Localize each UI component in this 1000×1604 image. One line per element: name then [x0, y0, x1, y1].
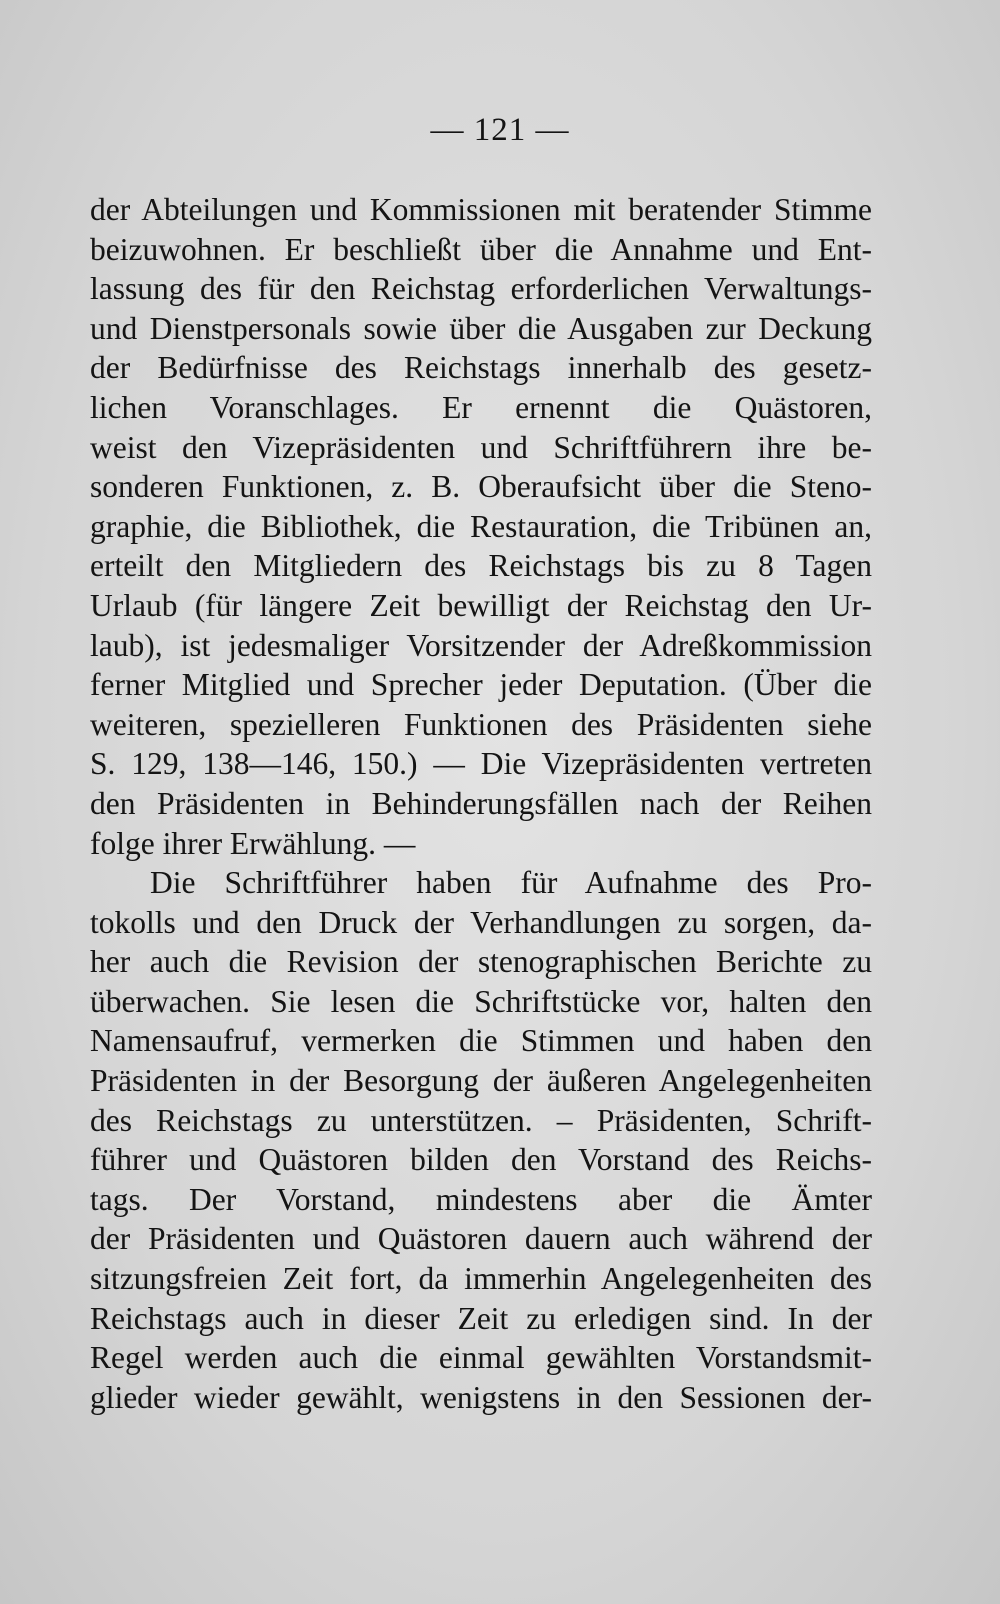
- page-number: — 121 —: [430, 112, 570, 148]
- text-line: führer und Quästoren bilden den Vorstand des Reichs-: [90, 1142, 872, 1178]
- text-line: Reichstags auch in dieser Zeit zu erledigen sind. In der: [90, 1300, 872, 1336]
- text-line: des Reichstags zu unterstützen. – Präsidenten, Schrift-: [90, 1102, 872, 1138]
- text-line: glieder wieder gewählt, wenigstens in den Sessionen der-: [90, 1379, 872, 1415]
- text-line: Namensaufruf, vermerken die Stimmen und haben den: [90, 1023, 872, 1059]
- text-line: folge ihrer Erwählung. —: [90, 825, 416, 861]
- text-line: weiteren, spezielleren Funktionen des Präsidenten siehe: [90, 706, 872, 742]
- text-line: erteilt den Mitgliedern des Reichstags bis zu 8 Tagen: [90, 548, 872, 584]
- text-line: der Abteilungen und Kommissionen mit beratender Stimme: [90, 192, 872, 227]
- paragraph-start-line: Die Schriftführer haben für Aufnahme des Pro-: [150, 865, 872, 901]
- text-line: beizuwohnen. Er beschließt über die Annahme und Ent-: [90, 231, 872, 267]
- text-line: Urlaub (für längere Zeit bewilligt der Reichstag den Ur-: [90, 587, 872, 623]
- text-line: her auch die Revision der stenographischen Berichte zu: [90, 944, 872, 980]
- text-line: und Dienstpersonals sowie über die Ausgaben zur Deckung: [90, 310, 872, 346]
- text-line: laub), ist jedesmaliger Vorsitzender der Adreßkommission: [90, 627, 872, 663]
- text-line: den Präsidenten in Behinderungsfällen nach der Reihen: [90, 785, 872, 821]
- text-line: ferner Mitglied und Sprecher jeder Deputation. (Über die: [90, 667, 872, 703]
- text-line: Präsidenten in der Besorgung der äußeren Angelegenheiten: [90, 1063, 872, 1099]
- text-line: sonderen Funktionen, z. B. Oberaufsicht über die Steno-: [90, 469, 872, 505]
- text-line: S. 129, 138—146, 150.) — Die Vizepräsidenten vertreten: [90, 746, 872, 782]
- text-line: der Präsidenten und Quästoren dauern auch während der: [90, 1221, 872, 1257]
- text-line: der Bedürfnisse des Reichstags innerhalb des gesetz-: [90, 350, 872, 386]
- text-line: lassung des für den Reichstag erforderlichen Verwaltungs-: [90, 271, 872, 307]
- body-text: [90, 190, 872, 1417]
- text-line: graphie, die Bibliothek, die Restauration, die Tribünen an,: [90, 508, 872, 544]
- text-line: Regel werden auch die einmal gewählten Vorstandsmit-: [90, 1340, 872, 1376]
- text-line: sitzungsfreien Zeit fort, da immerhin Angelegenheiten des: [90, 1261, 872, 1297]
- text-line: tags. Der Vorstand, mindestens aber die Ämter: [90, 1181, 872, 1217]
- text-line: lichen Voranschlages. Er ernennt die Quästoren,: [90, 389, 872, 425]
- text-line: weist den Vizepräsidenten und Schriftführern ihre be-: [90, 429, 872, 465]
- text-line: überwachen. Sie lesen die Schriftstücke vor, halten den: [90, 983, 872, 1019]
- text-line: tokolls und den Druck der Verhandlungen zu sorgen, da-: [90, 904, 872, 940]
